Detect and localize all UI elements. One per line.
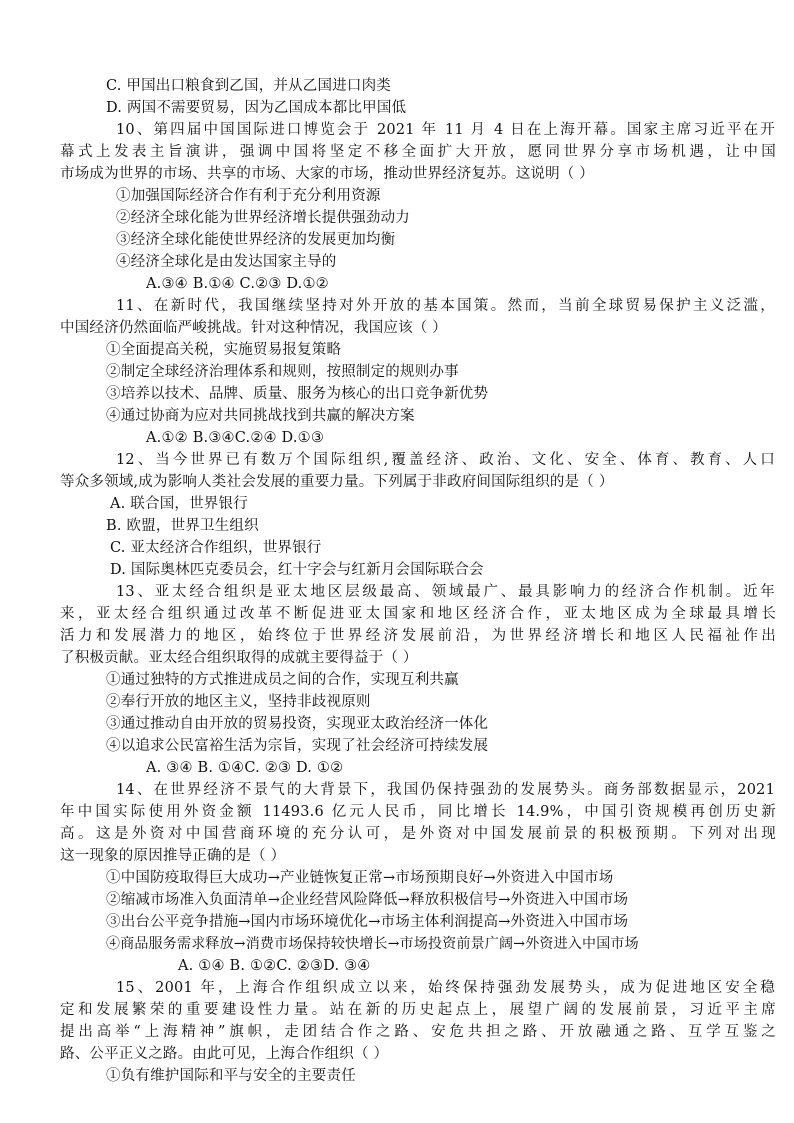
q14-item-2: ②缩减市场准入负面清单→企业经营风险降低→释放积极信号→外资进入中国市场 <box>106 892 629 908</box>
q14-stem-line3: 高。这是外资对中国营商环境的充分认可，是外资对中国发展前景的积极预期。下列对出现 <box>60 826 776 842</box>
q12-stem-line1: 12、当今世界已有数万个国际组织,覆盖经济、政治、文化、安全、体育、教育、人口 <box>116 452 775 468</box>
q13-item-3: ③通过推动自由开放的贸易投资，实现亚太政治经济一体化 <box>106 716 489 732</box>
q13-item-1: ①通过独特的方式推进成员之间的合作，实现互利共赢 <box>106 672 459 688</box>
q10-item-3: ③经济全球化能使世界经济的发展更加均衡 <box>116 232 396 248</box>
q12-option-a: A. 联合国，世界银行 <box>110 496 248 512</box>
q14-item-1: ①中国防疫取得巨大成功→产业链恢复正常→市场预期良好→外资进入中国市场 <box>106 870 614 886</box>
q9-option-c: C. 甲国出口粮食到乙国，并从乙国进口肉类 <box>106 78 391 94</box>
q12-stem-line2: 等众多领域,成为影响人类社会发展的重要力量。下列属于非政府间国际组织的是（ ） <box>60 474 614 490</box>
q13-item-4: ④以追求公民富裕生活为宗旨，实现了社会经济可持续发展 <box>106 738 489 754</box>
q11-answers: A.①② B.③④C.②④ D.①③ <box>146 430 325 446</box>
q13-stem-line2: 来，亚太经合组织通过改革不断促进亚太国家和地区经济合作，亚太地区成为全球最具增长 <box>60 606 776 622</box>
q14-item-4: ④商品服务需求释放→消费市场保持较快增长→市场投资前景广阔→外资进入中国市场 <box>106 936 639 952</box>
q15-item-1: ①负有维护国际和平与安全的主要责任 <box>106 1068 356 1084</box>
q10-item-1: ①加强国际经济合作有利于充分利用资源 <box>116 188 381 204</box>
q15-stem-line2: 定和发展繁荣的重要建设性力量。站在新的历史起点上，展望广阔的发展前景，习近平主席 <box>60 1002 776 1018</box>
q10-item-2: ②经济全球化能为世界经济增长提供强劲动力 <box>116 210 410 226</box>
q14-item-3: ③出台公平竞争措施→国内市场环境优化→市场主体利润提高→外资进入中国市场 <box>106 914 629 930</box>
q13-item-2: ②奉行开放的地区主义，坚持非歧视原则 <box>106 694 371 710</box>
q10-stem-line3: 市场成为世界的市场、共享的市场、大家的市场，推动世界经济复苏。这说明（ ） <box>60 166 595 182</box>
q14-stem-line1: 14、在世界经济不景气的大背景下，我国仍保持强劲的发展势头。商务部数据显示，2021 <box>116 782 775 798</box>
q14-answers: A. ①④ B. ①②C. ②③D. ③④ <box>178 958 371 974</box>
q12-option-b: B. 欧盟，世界卫生组织 <box>106 518 259 534</box>
q10-answers: A.③④ B.①④ C.②③ D.①② <box>146 276 329 292</box>
q11-stem-line1: 11、在新时代，我国继续坚持对外开放的基本国策。然而，当前全球贸易保护主义泛滥， <box>116 298 775 314</box>
q11-stem-line2: 中国经济仍然面临严峻挑战。针对这种情况，我国应该（ ） <box>60 320 448 336</box>
q14-stem-line4: 这一现象的原因推导正确的是（ ） <box>60 848 286 864</box>
q11-item-1: ①全面提高关税，实施贸易报复策略 <box>106 342 342 358</box>
q14-stem-line2: 年中国实际使用外资金额 11493.6 亿元人民币，同比增长 14.9%，中国引资规模再创历史新 <box>60 804 776 820</box>
q15-stem-line1: 15、2001 年，上海合作组织成立以来，始终保持强劲发展势头，成为促进地区安全稳 <box>116 980 775 996</box>
q13-stem-line4: 了积极贡献。亚太经合组织取得的成就主要得益于（ ） <box>60 650 418 666</box>
q11-item-2: ②制定全球经济治理体系和规则，按照制定的规则办事 <box>106 364 459 380</box>
q9-option-d: D. 两国不需要贸易，因为乙国成本都比甲国低 <box>106 100 407 116</box>
q13-stem-line1: 13、亚太经合组织是亚太地区层级最高、领域最广、最具影响力的经济合作机制。近年 <box>116 584 775 600</box>
q11-item-4: ④通过协商为应对共同挑战找到共赢的解决方案 <box>106 408 415 424</box>
q15-stem-line3: 提出高举“上海精神”旗帜，走团结合作之路、安危共担之路、开放融通之路、互学互鉴之 <box>60 1024 776 1040</box>
q15-stem-line4: 路、公平正义之路。由此可见，上海合作组织（ ） <box>60 1046 389 1062</box>
q10-stem-line1: 10、第四届中国国际进口博览会于 2021 年 11 月 4 日在上海开幕。国家主席习近平在开 <box>116 122 775 138</box>
q13-stem-line3: 活力和发展潜力的地区，始终位于世界经济发展前沿，为世界经济增长和地区人民福祉作出 <box>60 628 776 644</box>
q10-stem-line2: 幕式上发表主旨演讲，强调中国将坚定不移全面扩大开放，愿同世界分享市场机遇，让中国 <box>60 144 776 160</box>
q11-item-3: ③培养以技术、品牌、质量、服务为核心的出口竞争新优势 <box>106 386 489 402</box>
q12-option-d: D. 国际奥林匹克委员会，红十字会与红新月会国际联合会 <box>110 562 484 578</box>
q12-option-c: C. 亚太经济合作组织，世界银行 <box>110 540 322 556</box>
q10-item-4: ④经济全球化是由发达国家主导的 <box>116 254 337 270</box>
q13-answers: A. ③④ B. ①④C. ②③ D. ①② <box>146 760 344 776</box>
